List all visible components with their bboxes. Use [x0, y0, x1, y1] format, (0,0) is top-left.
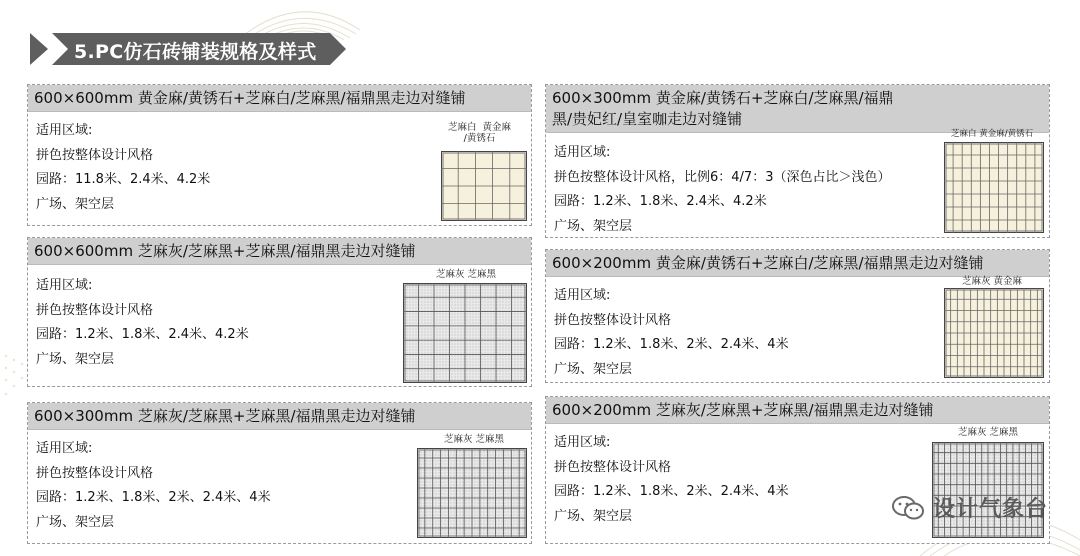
tile-pattern-preview: [441, 151, 527, 221]
card-line: 适用区域:: [36, 278, 93, 293]
card-line: 拼色按整体设计风格: [554, 459, 672, 475]
card-line: 拼色按整体设计风格，比例6：4/7：3（深色占比＞浅色）: [554, 169, 891, 185]
paving-card-600x600-yellow: [27, 84, 532, 226]
card-line: 适用区域:: [554, 435, 611, 450]
card-line: 园路：11.8米、2.4米、4.2米: [36, 172, 211, 187]
card-line: 园路：1.2米、1.8米、2米、2.4米、4米: [554, 484, 789, 499]
tile-legend: 芝麻白 黄金麻/黄锈石: [951, 129, 1034, 139]
tile-pattern-preview: [944, 288, 1044, 378]
card-header: 600×200mm 芝麻灰/芝麻黑+芝麻黑/福鼎黑走边对缝铺: [546, 397, 1049, 424]
page-title: 5.PC仿石砖铺装规格及样式: [74, 41, 317, 63]
card-line: 拼色按整体设计风格: [36, 465, 154, 481]
card-line: 园路：1.2米、1.8米、2.4米、4.2米: [36, 327, 249, 342]
card-line: 拼色按整体设计风格: [554, 312, 672, 328]
card-line: 适用区域:: [36, 123, 93, 138]
tile-pattern-preview: [944, 142, 1044, 233]
card-line: 适用区域:: [36, 441, 93, 456]
tile-legend: 芝麻白 黄金麻 /黄锈石: [448, 122, 512, 144]
watermark: [891, 492, 1048, 523]
paving-card-600x600-grey: [27, 237, 532, 387]
tile-pattern-preview: [417, 448, 527, 538]
card-line: 园路：1.2米、1.8米、2.4米、4.2米: [554, 194, 767, 209]
card-line: 广场、架空层: [36, 514, 115, 530]
tile-legend: 芝麻灰 芝麻黑: [444, 434, 505, 445]
watermark-text: 设计气象台: [932, 497, 1048, 522]
tile-pattern-preview: [932, 442, 1044, 538]
paving-card-600x300-yellow: [545, 84, 1050, 238]
card-header: 600×300mm 黄金麻/黄锈石+芝麻白/芝麻黑/福鼎黑/贵妃红/皇室咖走边对缝铺: [546, 85, 1049, 133]
card-line: 广场、架空层: [36, 196, 115, 212]
tile-pattern-preview: [403, 283, 527, 383]
card-line: 拼色按整体设计风格: [36, 302, 154, 318]
card-line: 广场、架空层: [36, 351, 115, 367]
card-header: 600×200mm 黄金麻/黄锈石+芝麻白/芝麻黑/福鼎黑走边对缝铺: [546, 250, 1049, 277]
paving-card-600x200-yellow: [545, 249, 1050, 383]
tile-legend: 芝麻灰 芝麻黑: [436, 269, 497, 280]
section-banner: [30, 33, 350, 65]
wechat-icon: [891, 494, 925, 522]
tile-legend: 芝麻灰 黄金麻: [962, 276, 1023, 287]
card-line: 适用区域:: [554, 288, 611, 303]
card-line: 适用区域:: [554, 145, 611, 160]
paving-card-600x300-grey: [27, 402, 532, 544]
card-line: 园路：1.2米、1.8米、2米、2.4米、4米: [554, 337, 789, 352]
card-line: 广场、架空层: [554, 361, 633, 377]
card-line: 园路：1.2米、1.8米、2米、2.4米、4米: [36, 490, 271, 505]
tile-legend: 芝麻灰 芝麻黑: [958, 427, 1019, 438]
card-line: 拼色按整体设计风格: [36, 147, 154, 163]
card-header: 600×300mm 芝麻灰/芝麻黑+芝麻黑/福鼎黑走边对缝铺: [28, 403, 531, 430]
card-line: 广场、架空层: [554, 218, 633, 234]
card-header: 600×600mm 芝麻灰/芝麻黑+芝麻黑/福鼎黑走边对缝铺: [28, 238, 531, 265]
card-header: 600×600mm 黄金麻/黄锈石+芝麻白/芝麻黑/福鼎黑走边对缝铺: [28, 85, 531, 112]
card-line: 广场、架空层: [554, 508, 633, 524]
